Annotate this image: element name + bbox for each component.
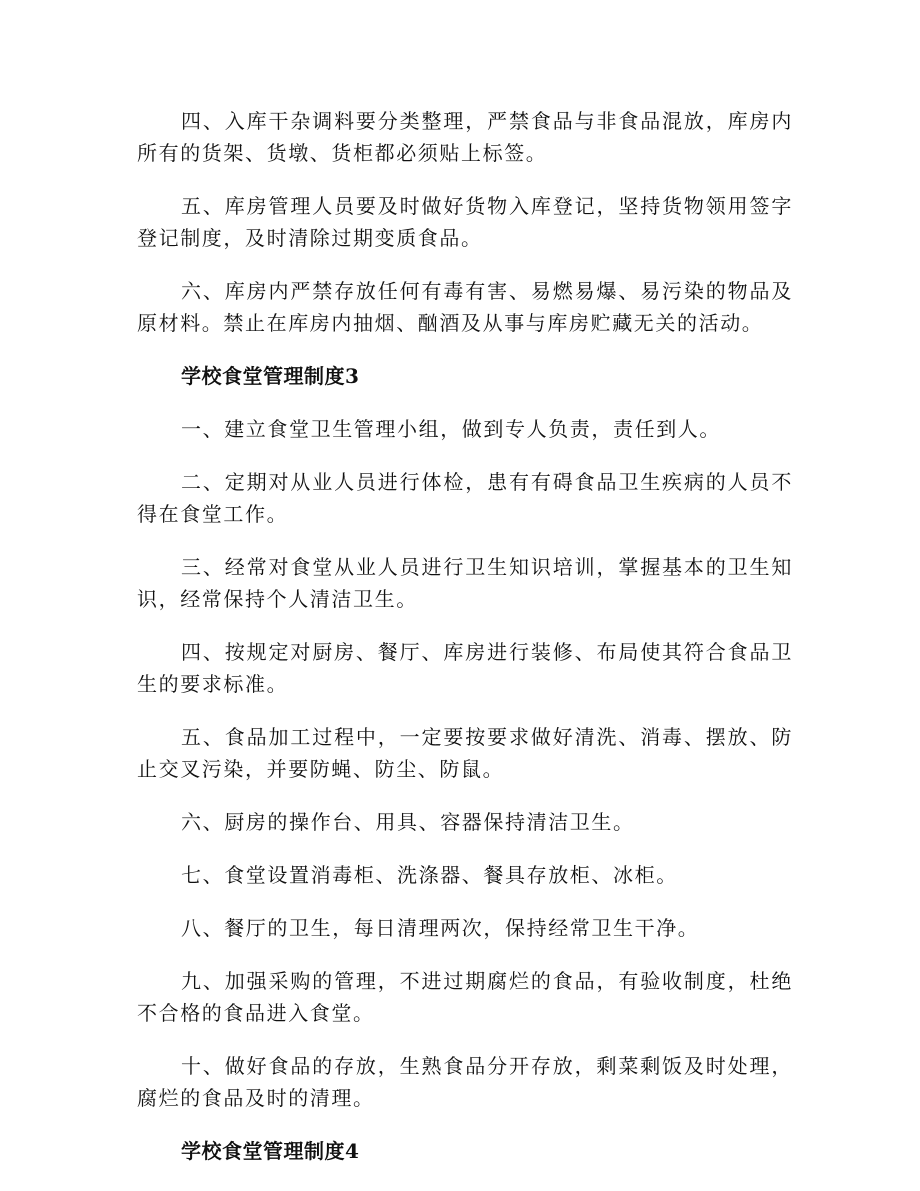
paragraph-rule-1: 一、建立食堂卫生管理小组，做到专人负责，责任到人。 <box>181 417 721 441</box>
paragraph-warehouse-rule-5: 五、库房管理人员要及时做好货物入库登记，坚持货物领用签字登记制度，及时清除过期变质食品。 <box>137 194 793 250</box>
paragraph-rule-8: 八、餐厅的卫生，每日清理两次，保持经常卫生干净。 <box>181 916 700 940</box>
paragraph-warehouse-rule-6: 六、库房内严禁存放任何有毒有害、易燃易爆、易污染的物品及原材料。禁止在库房内抽烟、酗酒及从事与库房贮藏无关的活动。 <box>137 279 793 335</box>
document-body <box>137 105 793 1188</box>
paragraph-warehouse-rule-4: 四、入库干杂调料要分类整理，严禁食品与非食品混放，库房内所有的货架、货墩、货柜都必须贴上标签。 <box>137 109 793 165</box>
section-heading-4: 学校食堂管理制度4 <box>181 1139 360 1163</box>
paragraph-rule-7: 七、食堂设置消毒柜、洗涤器、餐具存放柜、冰柜。 <box>181 863 678 887</box>
paragraph-rule-5: 五、食品加工过程中，一定要按要求做好清洗、消毒、摆放、防止交叉污染，并要防蝇、防尘、防鼠。 <box>137 725 793 781</box>
paragraph-rule-9: 九、加强采购的管理，不进过期腐烂的食品，有验收制度，杜绝不合格的食品进入食堂。 <box>137 969 793 1025</box>
paragraph-rule-2: 二、定期对从业人员进行体检，患有有碍食品卫生疾病的人员不得在食堂工作。 <box>137 470 793 526</box>
section-heading-3: 学校食堂管理制度3 <box>181 364 360 388</box>
paragraph-rule-6: 六、厨房的操作台、用具、容器保持清洁卫生。 <box>181 810 635 834</box>
paragraph-rule-3: 三、经常对食堂从业人员进行卫生知识培训，掌握基本的卫生知识，经常保持个人清洁卫生。 <box>137 555 793 611</box>
paragraph-rule-4: 四、按规定对厨房、餐厅、库房进行装修、布局使其符合食品卫生的要求标准。 <box>137 640 793 696</box>
paragraph-rule-10: 十、做好食品的存放，生熟食品分开存放，剩菜剩饭及时处理，腐烂的食品及时的清理。 <box>137 1054 793 1110</box>
